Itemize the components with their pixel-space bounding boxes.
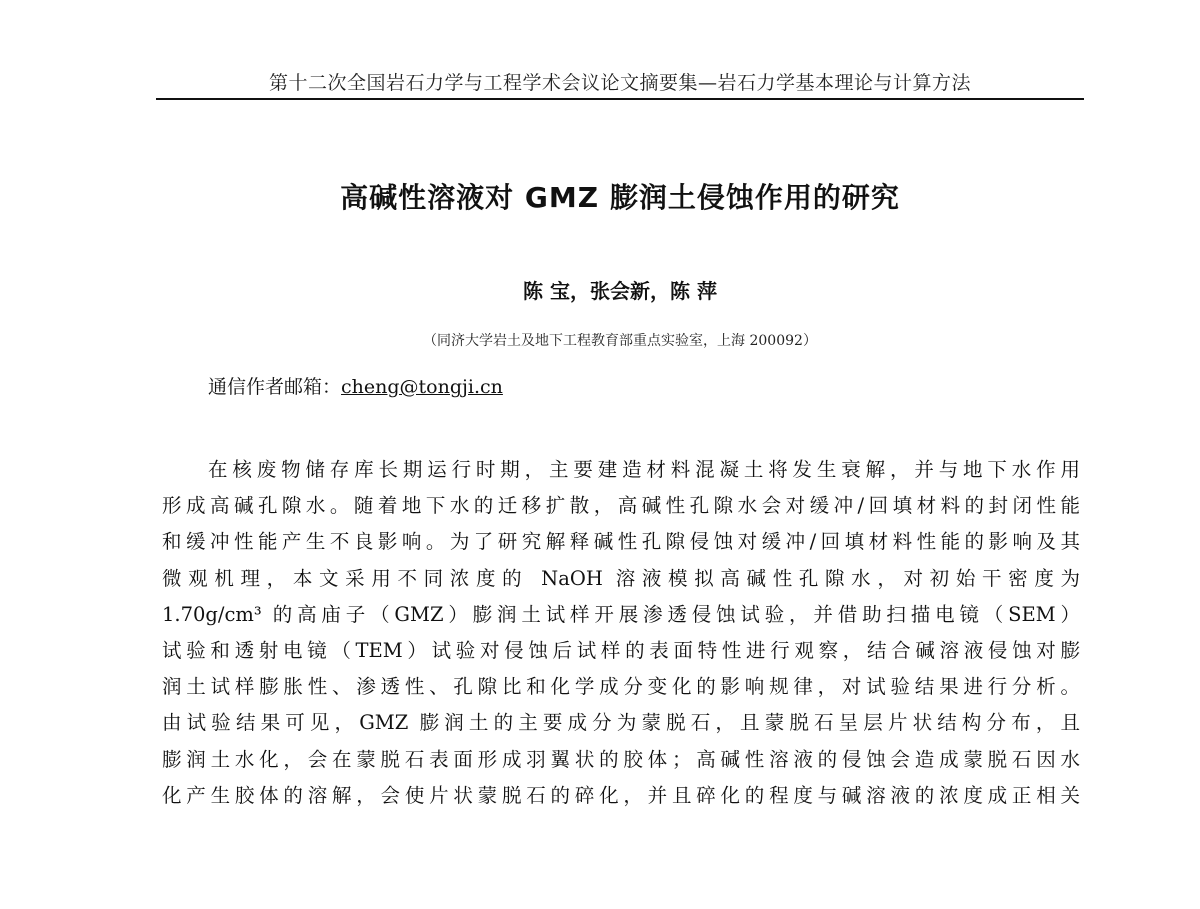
abstract-line: 由试验结果可见，GMZ 膨润土的主要成分为蒙脱石，且蒙脱石呈层片状结构分布，且 xyxy=(162,711,1080,735)
abstract-line: 形成高碱孔隙水。随着地下水的迁移扩散，高碱性孔隙水会对缓冲/回填材料的封闭性能 xyxy=(162,494,1080,518)
abstract-line: 在核废物储存库长期运行时期，主要建造材料混凝土将发生衰解，并与地下水作用 xyxy=(208,458,1080,481)
paper-authors: 陈 宝，张会新，陈 萍 xyxy=(523,279,717,303)
running-header: 第十二次全国岩石力学与工程学术会议论文摘要集—岩石力学基本理论与计算方法 xyxy=(268,72,971,94)
abstract-line: 和缓冲性能产生不良影响。为了研究解释碱性孔隙侵蚀对缓冲/回填材料性能的影响及其 xyxy=(162,530,1080,554)
abstract-line: 1.70g/cm³ 的高庙子（GMZ）膨润土试样开展渗透侵蚀试验，并借助扫描电镜（SEM） xyxy=(162,602,1080,626)
paper-title: 高碱性溶液对 GMZ 膨润土侵蚀作用的研究 xyxy=(340,181,900,214)
abstract-line: 膨润土水化，会在蒙脱石表面形成羽翼状的胶体；高碱性溶液的侵蚀会造成蒙脱石因水 xyxy=(162,747,1080,771)
corresponding-email xyxy=(208,372,503,399)
paper-affiliation: （同济大学岩土及地下工程教育部重点实验室，上海 200092） xyxy=(423,333,817,349)
email-link[interactable]: cheng@tongji.cn xyxy=(341,376,503,398)
email-label: 通信作者邮箱： xyxy=(208,376,342,398)
abstract-line: 微观机理，本文采用不同浓度的 NaOH 溶液模拟高碱性孔隙水，对初始干密度为 xyxy=(162,566,1080,590)
abstract-line: 化产生胶体的溶解，会使片状蒙脱石的碎化，并且碎化的程度与碱溶液的浓度成正相关 xyxy=(162,783,1080,807)
abstract-line: 试验和透射电镜（TEM）试验对侵蚀后试样的表面特性进行观察，结合碱溶液侵蚀对膨 xyxy=(162,639,1080,663)
abstract-line: 润土试样膨胀性、渗透性、孔隙比和化学成分变化的影响规律，对试验结果进行分析。 xyxy=(162,675,1080,699)
abstract-body xyxy=(162,452,1080,814)
header-rule xyxy=(156,98,1084,100)
